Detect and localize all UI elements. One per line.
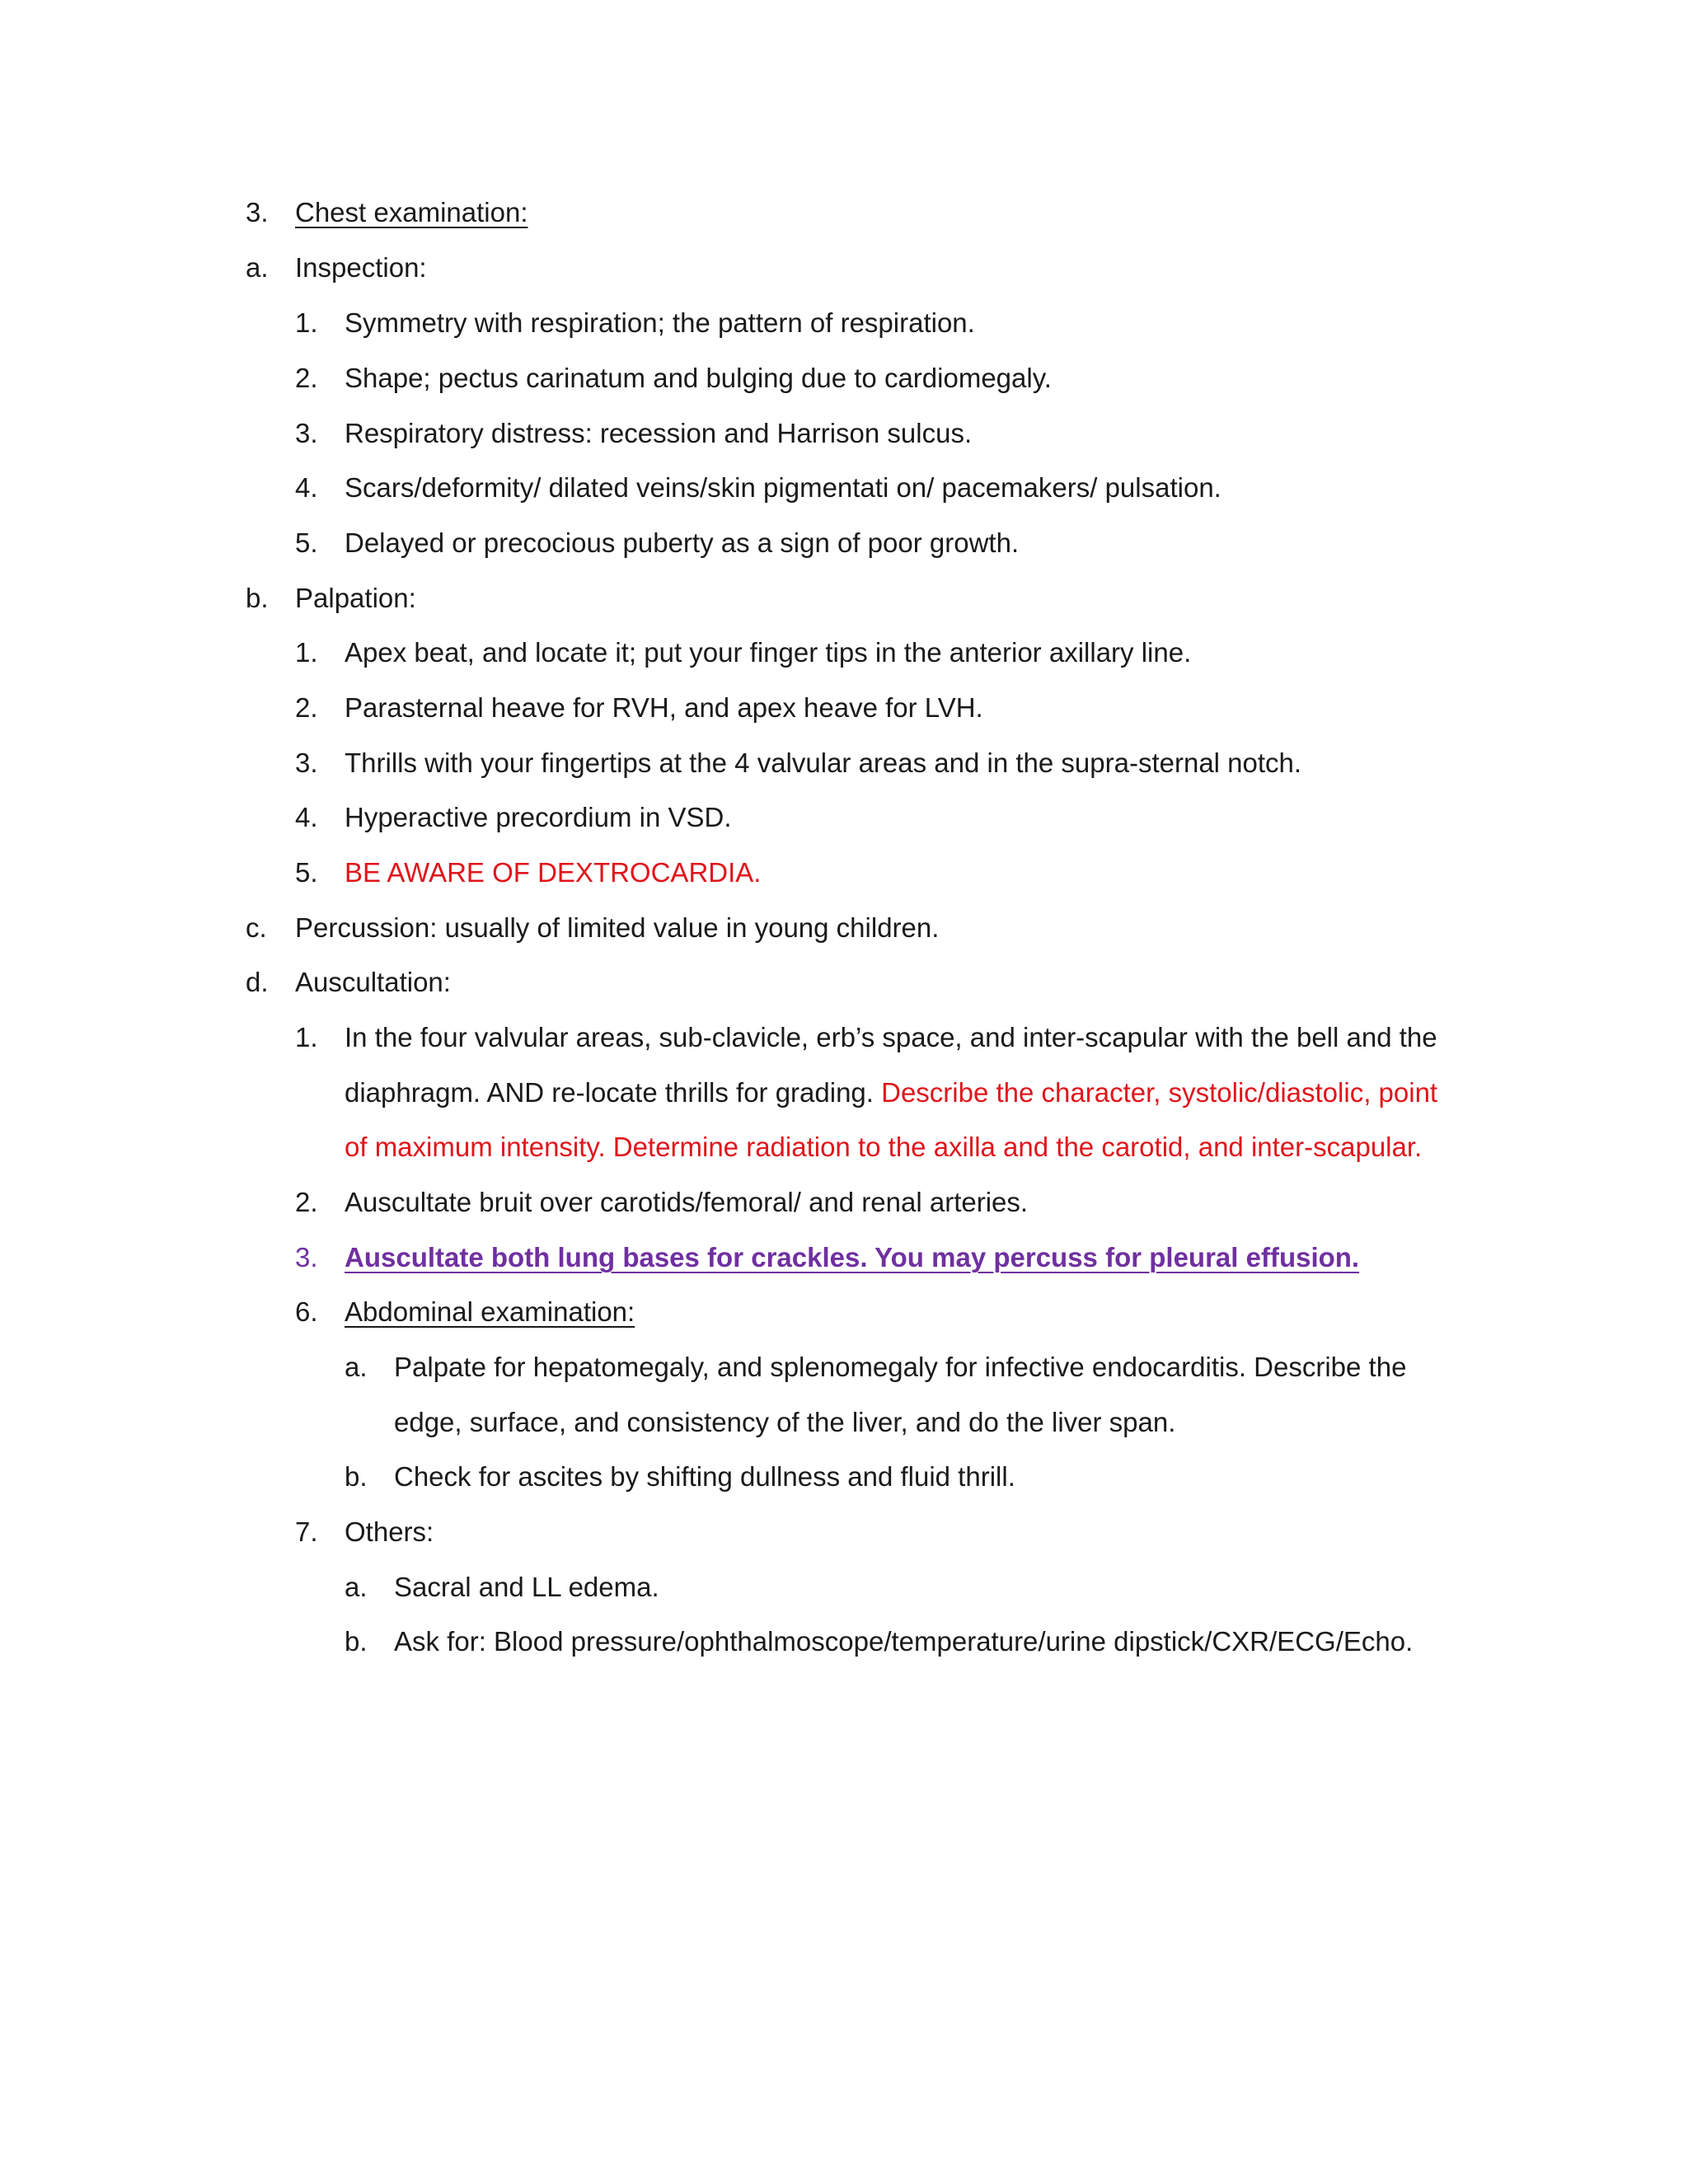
list-marker: 3. [295, 418, 318, 448]
subsection-label: Auscultation: [295, 967, 451, 997]
dextrocardia-warning: BE AWARE OF DEXTROCARDIA. [345, 857, 762, 888]
list-marker: 5. [295, 857, 318, 888]
subsection-label: Others: [345, 1516, 434, 1547]
list-marker: 2. [295, 363, 318, 393]
list-marker: 4. [295, 802, 318, 832]
subsection-label: Inspection: [295, 252, 427, 283]
list-marker: d. [246, 967, 269, 997]
mixed-text [345, 1065, 1437, 1120]
section-title: Chest examination: [295, 197, 528, 227]
list-item-text: Hyperactive precordium in VSD. [345, 802, 732, 832]
lung-bases-instruction: Auscultate both lung bases for crackles. You may percuss for pleural effusion. [345, 1242, 1360, 1272]
list-marker: 2. [295, 692, 318, 723]
list-item-text: Thrills with your fingertips at the 4 valvular areas and in the supra-sternal notch. [345, 748, 1302, 778]
list-marker: 3. [295, 1242, 318, 1272]
list-marker: b. [246, 583, 269, 613]
section-title: Abdominal examination: [345, 1296, 635, 1327]
continuation-text: diaphragm. AND re-locate thrills for grading. [345, 1077, 882, 1108]
list-item-text: Palpate for hepatomegaly, and splenomegaly for infective endocarditis. Describe the [394, 1352, 1407, 1382]
list-item-text: Respiratory distress: recession and Harrison sulcus. [345, 418, 973, 448]
list-item-text: Apex beat, and locate it; put your finger tips in the anterior axillary line. [345, 637, 1192, 668]
continuation-text: edge, surface, and consistency of the liver, and do the liver span. [394, 1407, 1176, 1437]
list-item-text: Scars/deformity/ dilated veins/skin pigmentati on/ pacemakers/ pulsation. [345, 472, 1221, 503]
list-item-text: In the four valvular areas, sub-clavicle, erb’s space, and inter-scapular with the bell and the [345, 1022, 1437, 1052]
list-marker: 4. [295, 472, 318, 503]
list-marker: 3. [246, 197, 269, 227]
list-item-text: Percussion: usually of limited value in young children. [295, 912, 940, 943]
list-item-text: Check for ascites by shifting dullness and fluid thrill. [394, 1461, 1015, 1492]
list-item-text: Auscultate bruit over carotids/femoral/ and renal arteries. [345, 1187, 1029, 1217]
list-marker: b. [345, 1461, 368, 1492]
highlighted-instruction: of maximum intensity. Determine radiation to the axilla and the carotid, and inter-scapular. [345, 1132, 1423, 1162]
list-marker: 1. [295, 637, 318, 668]
list-marker: 5. [295, 527, 318, 558]
list-marker: 7. [295, 1516, 318, 1547]
list-marker: 2. [295, 1187, 318, 1217]
list-marker: 3. [295, 748, 318, 778]
list-item-text: Delayed or precocious puberty as a sign of poor growth. [345, 527, 1020, 558]
list-marker: a. [345, 1352, 368, 1382]
list-marker: b. [345, 1626, 368, 1657]
list-marker: c. [246, 912, 267, 943]
list-item-text: Sacral and LL edema. [394, 1572, 659, 1602]
highlighted-instruction: Describe the character, systolic/diastolic, point [881, 1077, 1438, 1108]
list-item-text: Shape; pectus carinatum and bulging due to cardiomegaly. [345, 363, 1052, 393]
list-marker: a. [246, 252, 269, 283]
list-marker: 1. [295, 1022, 318, 1052]
subsection-label: Palpation: [295, 583, 416, 613]
list-item-text: Ask for: Blood pressure/ophthalmoscope/temperature/urine dipstick/CXR/ECG/Echo. [394, 1626, 1414, 1657]
list-item-text: Symmetry with respiration; the pattern of respiration. [345, 307, 975, 338]
list-marker: 1. [295, 307, 318, 338]
list-item-text: Parasternal heave for RVH, and apex heave for LVH. [345, 692, 983, 723]
list-marker: a. [345, 1572, 368, 1602]
list-marker: 6. [295, 1296, 318, 1327]
